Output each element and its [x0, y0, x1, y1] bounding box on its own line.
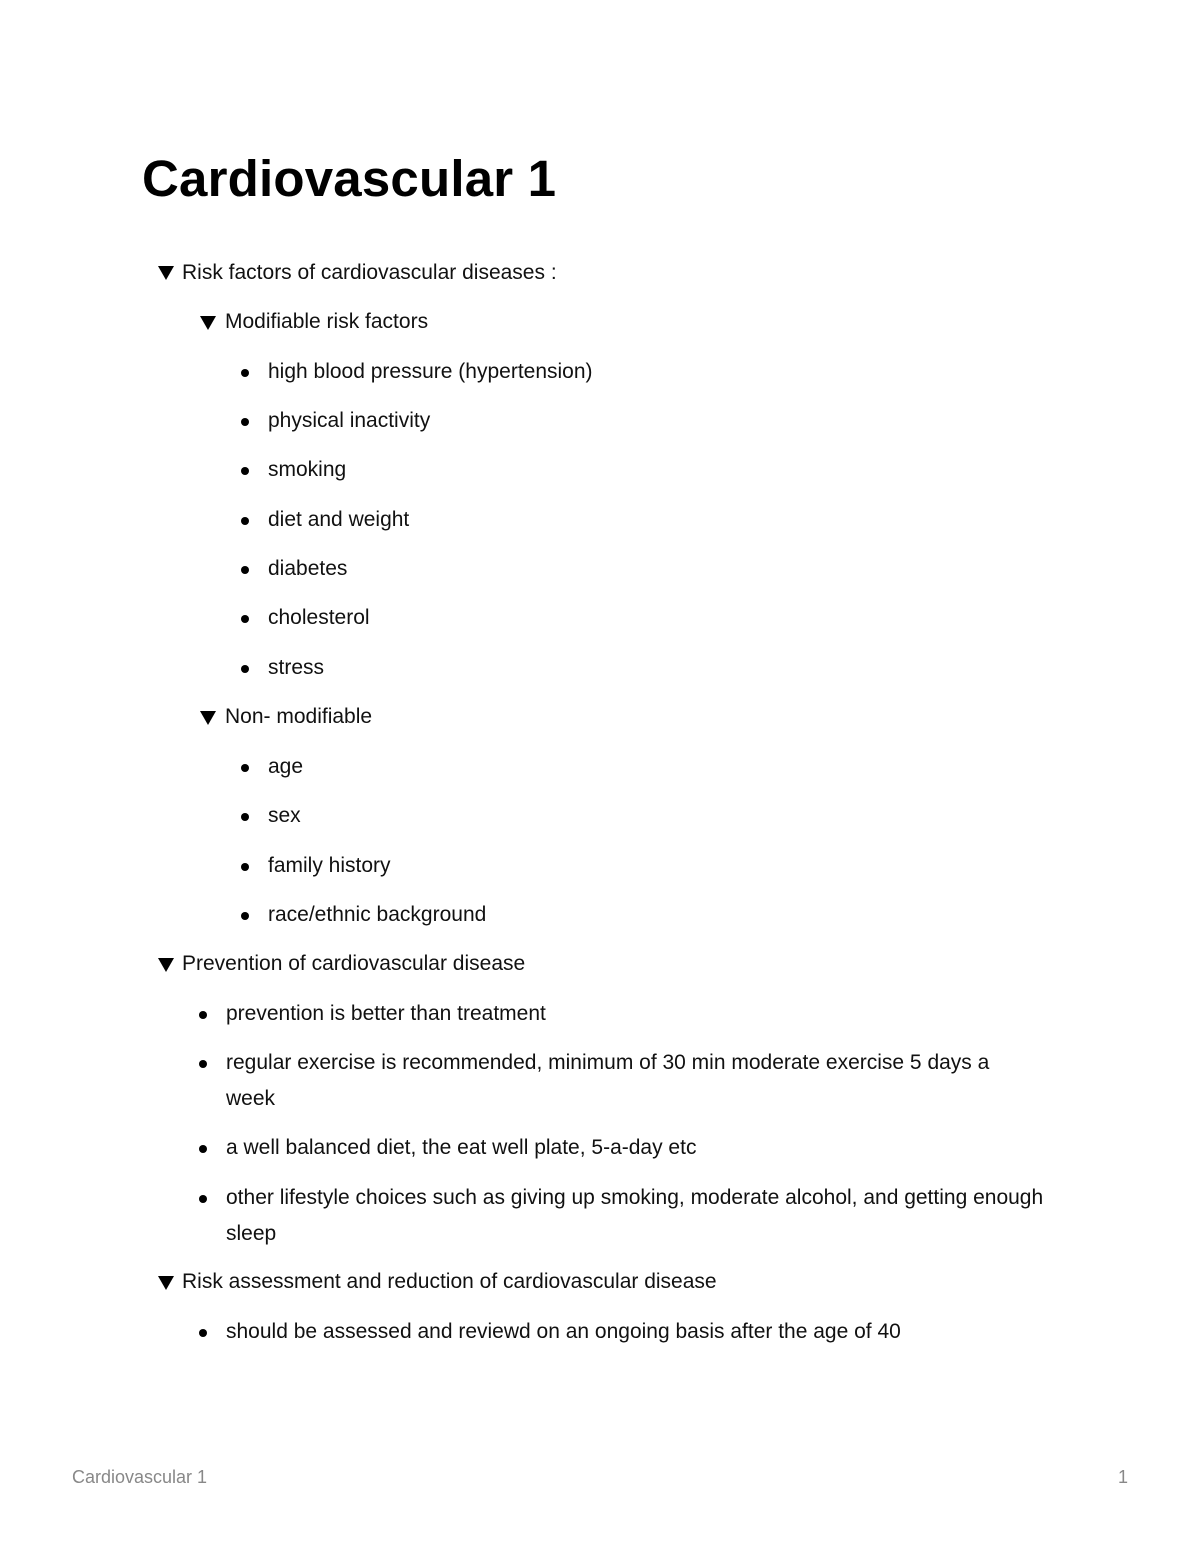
list-item-text: high blood pressure (hypertension) [268, 360, 593, 383]
toggle-triangle-icon[interactable] [158, 266, 174, 280]
list-item-text: should be assessed and reviewd on an ongoing basis after the age of 40 [226, 1320, 901, 1343]
bullet-icon [199, 1329, 207, 1337]
list-item-text: cholesterol [268, 606, 370, 629]
bullet-icon [241, 665, 249, 673]
toggle-triangle-icon[interactable] [200, 711, 216, 725]
list-item-text: regular exercise is recommended, minimum of 30 min moderate exercise 5 days a week [226, 1051, 990, 1110]
bullet-icon [199, 1011, 207, 1019]
list-item-text: family history [268, 854, 391, 877]
footer-title: Cardiovascular 1 [72, 1467, 208, 1487]
list-item-text: prevention is better than treatment [226, 1002, 546, 1025]
toggle-triangle-icon[interactable] [158, 958, 174, 972]
toggle-triangle-icon[interactable] [200, 316, 216, 330]
bullet-icon [199, 1145, 207, 1153]
bullet-icon [199, 1195, 207, 1203]
bullet-icon [241, 566, 249, 574]
toggle-heading: Prevention of cardiovascular disease [182, 952, 526, 975]
list-item-text: race/ethnic background [268, 903, 487, 926]
list-item-text: age [268, 755, 304, 778]
bullet-icon [241, 863, 249, 871]
bullet-icon [241, 813, 249, 821]
bullet-icon [241, 517, 249, 525]
bullet-icon [241, 912, 249, 920]
bullet-icon [241, 369, 249, 377]
list-item-text: sex [268, 804, 301, 827]
page-title: Cardiovascular 1 [142, 150, 557, 207]
list-item-text: physical inactivity [268, 409, 431, 432]
bullet-icon [241, 764, 249, 772]
toggle-heading: Risk factors of cardiovascular diseases : [182, 261, 557, 284]
list-item-text: stress [268, 656, 325, 679]
toggle-heading: Modifiable risk factors [225, 310, 429, 333]
footer-page-number: 1 [1117, 1467, 1128, 1487]
list-item-text: smoking [268, 458, 347, 481]
bullet-icon [199, 1060, 207, 1068]
bullet-icon [241, 467, 249, 475]
toggle-heading: Non- modifiable [225, 705, 373, 728]
toggle-heading: Risk assessment and reduction of cardiovascular disease [182, 1270, 717, 1293]
bullet-icon [241, 615, 249, 623]
list-item-text: diet and weight [268, 508, 410, 531]
toggle-triangle-icon[interactable] [158, 1276, 174, 1290]
list-item-text: other lifestyle choices such as giving up smoking, moderate alcohol, and getting enough sleep [226, 1186, 1044, 1245]
list-item-text: a well balanced diet, the eat well plate, 5-a-day etc [226, 1136, 697, 1159]
bullet-icon [241, 418, 249, 426]
list-item-text: diabetes [268, 557, 348, 580]
